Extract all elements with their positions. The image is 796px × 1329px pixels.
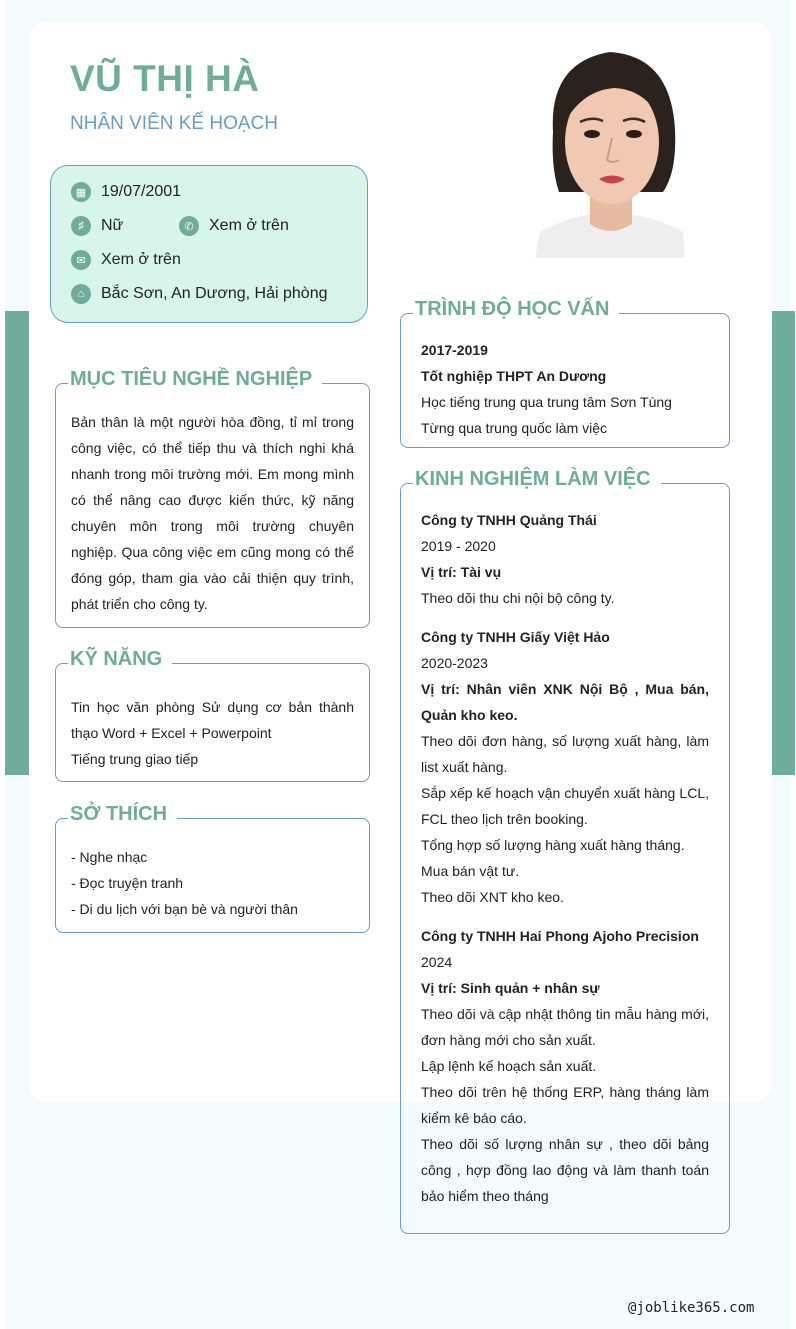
job-period: 2024 bbox=[421, 954, 453, 970]
job-position: Vị trí: Nhân viên XNK Nội Bộ , Mua bán, Quản kho keo. bbox=[421, 681, 709, 723]
contact-address bbox=[71, 284, 328, 304]
job-line: Theo dõi XNT kho keo. bbox=[421, 889, 564, 905]
gender-icon: ♯ bbox=[71, 216, 91, 236]
contact-phone bbox=[179, 216, 289, 236]
objective-section bbox=[55, 368, 370, 628]
candidate-role: NHÂN VIÊN KẾ HOẠCH bbox=[70, 113, 278, 134]
hobbies-section bbox=[55, 803, 370, 933]
contact-info-box bbox=[50, 165, 368, 323]
phone-icon: ✆ bbox=[179, 216, 199, 236]
skills-title: KỸ NĂNG bbox=[68, 648, 172, 671]
education-title: TRÌNH ĐỘ HỌC VẤN bbox=[413, 298, 619, 321]
mail-icon: ✉ bbox=[71, 250, 91, 270]
calendar-icon: ▦ bbox=[71, 182, 91, 202]
job-company: Công ty TNHH Quảng Thái bbox=[421, 512, 597, 528]
job-period: 2019 - 2020 bbox=[421, 538, 496, 554]
job-line: Theo dõi số lượng nhân sự , theo dõi bảng công , hợp đồng lao động và làm thanh toán bảo hiểm theo tháng bbox=[421, 1136, 709, 1204]
job-period: 2020-2023 bbox=[421, 655, 488, 671]
job-position: Vị trí: Sinh quản + nhân sự bbox=[421, 980, 600, 996]
job-entry bbox=[421, 923, 709, 1209]
job-line: Tổng hợp số lượng hàng xuất hàng tháng. bbox=[421, 837, 685, 853]
job-company: Công ty TNHH Giấy Việt Hảo bbox=[421, 629, 610, 645]
skills-section bbox=[55, 648, 370, 782]
job-position: Vị trí: Tài vụ bbox=[421, 564, 502, 580]
left-accent-band bbox=[5, 311, 29, 775]
job-line: Mua bán vật tư. bbox=[421, 863, 520, 879]
birthday-value: 19/07/2001 bbox=[101, 183, 182, 200]
skill-item: Tiếng trung giao tiếp bbox=[71, 751, 199, 767]
education-line: Học tiếng trung qua trung tâm Sơn Tùng bbox=[421, 394, 672, 410]
job-line: Theo dõi đơn hàng, số lượng xuất hàng, làm list xuất hàng. bbox=[421, 733, 709, 775]
profile-photo bbox=[535, 42, 685, 258]
skill-item: Tin học văn phòng Sử dụng cơ bản thành thạo Word + Excel + Powerpoint bbox=[71, 699, 354, 741]
watermark: @joblike365.com bbox=[628, 1300, 755, 1316]
hobby-item: - Đọc truyện tranh bbox=[71, 875, 184, 891]
address-value: Bắc Sơn, An Dương, Hải phòng bbox=[101, 285, 328, 302]
objective-title: MỤC TIÊU NGHỀ NGHIỆP bbox=[68, 368, 322, 391]
experience-section bbox=[400, 468, 730, 1234]
contact-email bbox=[71, 250, 181, 270]
hobby-item: - Nghe nhạc bbox=[71, 849, 148, 865]
home-icon: ⌂ bbox=[71, 284, 91, 304]
job-line: Lập lệnh kế hoạch sản xuất. bbox=[421, 1058, 597, 1074]
hobby-item: - Di du lịch với bạn bè và người thân bbox=[71, 901, 298, 917]
phone-value: Xem ở trên bbox=[209, 217, 289, 234]
contact-gender bbox=[71, 216, 123, 236]
job-line: Theo dõi trên hệ thống ERP, hàng tháng làm kiểm kê báo cáo. bbox=[421, 1084, 709, 1126]
job-line: Theo dõi thu chi nội bộ công ty. bbox=[421, 590, 615, 606]
education-school: Tốt nghiệp THPT An Dương bbox=[421, 368, 607, 384]
job-entry bbox=[421, 624, 709, 910]
education-period: 2017-2019 bbox=[421, 342, 488, 358]
job-line: Sắp xếp kế hoạch vận chuyển xuất hàng LCL, FCL theo lịch trên booking. bbox=[421, 785, 709, 827]
gender-value: Nữ bbox=[101, 217, 124, 234]
candidate-name: VŨ THỊ HÀ bbox=[70, 58, 260, 99]
education-line: Từng qua trung quốc làm việc bbox=[421, 420, 608, 436]
job-entry bbox=[421, 507, 709, 611]
right-accent-band bbox=[772, 311, 795, 775]
education-section bbox=[400, 298, 730, 448]
job-company: Công ty TNHH Hai Phong Ajoho Precision bbox=[421, 928, 699, 944]
contact-birthday bbox=[71, 182, 181, 202]
experience-title: KINH NGHIỆM LÀM VIỆC bbox=[413, 468, 661, 491]
job-line: Theo dõi và cập nhật thông tin mẫu hàng mới, đơn hàng mới cho sản xuất. bbox=[421, 1006, 709, 1048]
hobbies-title: SỞ THÍCH bbox=[68, 803, 177, 826]
objective-text: Bản thân là một người hòa đồng, tỉ mỉ trong công việc, có thể tiếp thu và thích nghi khá nhanh trong môi trường mới. Em mong mình có thể nâng cao được kiến thức, kỹ năng chuyên môn trong môi trường chuyên nghiệp. Qua công việc em cũng mong có thể đóng góp, tham gia vào cải thiện quy trình, phát triển cho công ty. bbox=[71, 414, 354, 612]
email-value: Xem ở trên bbox=[101, 251, 181, 268]
